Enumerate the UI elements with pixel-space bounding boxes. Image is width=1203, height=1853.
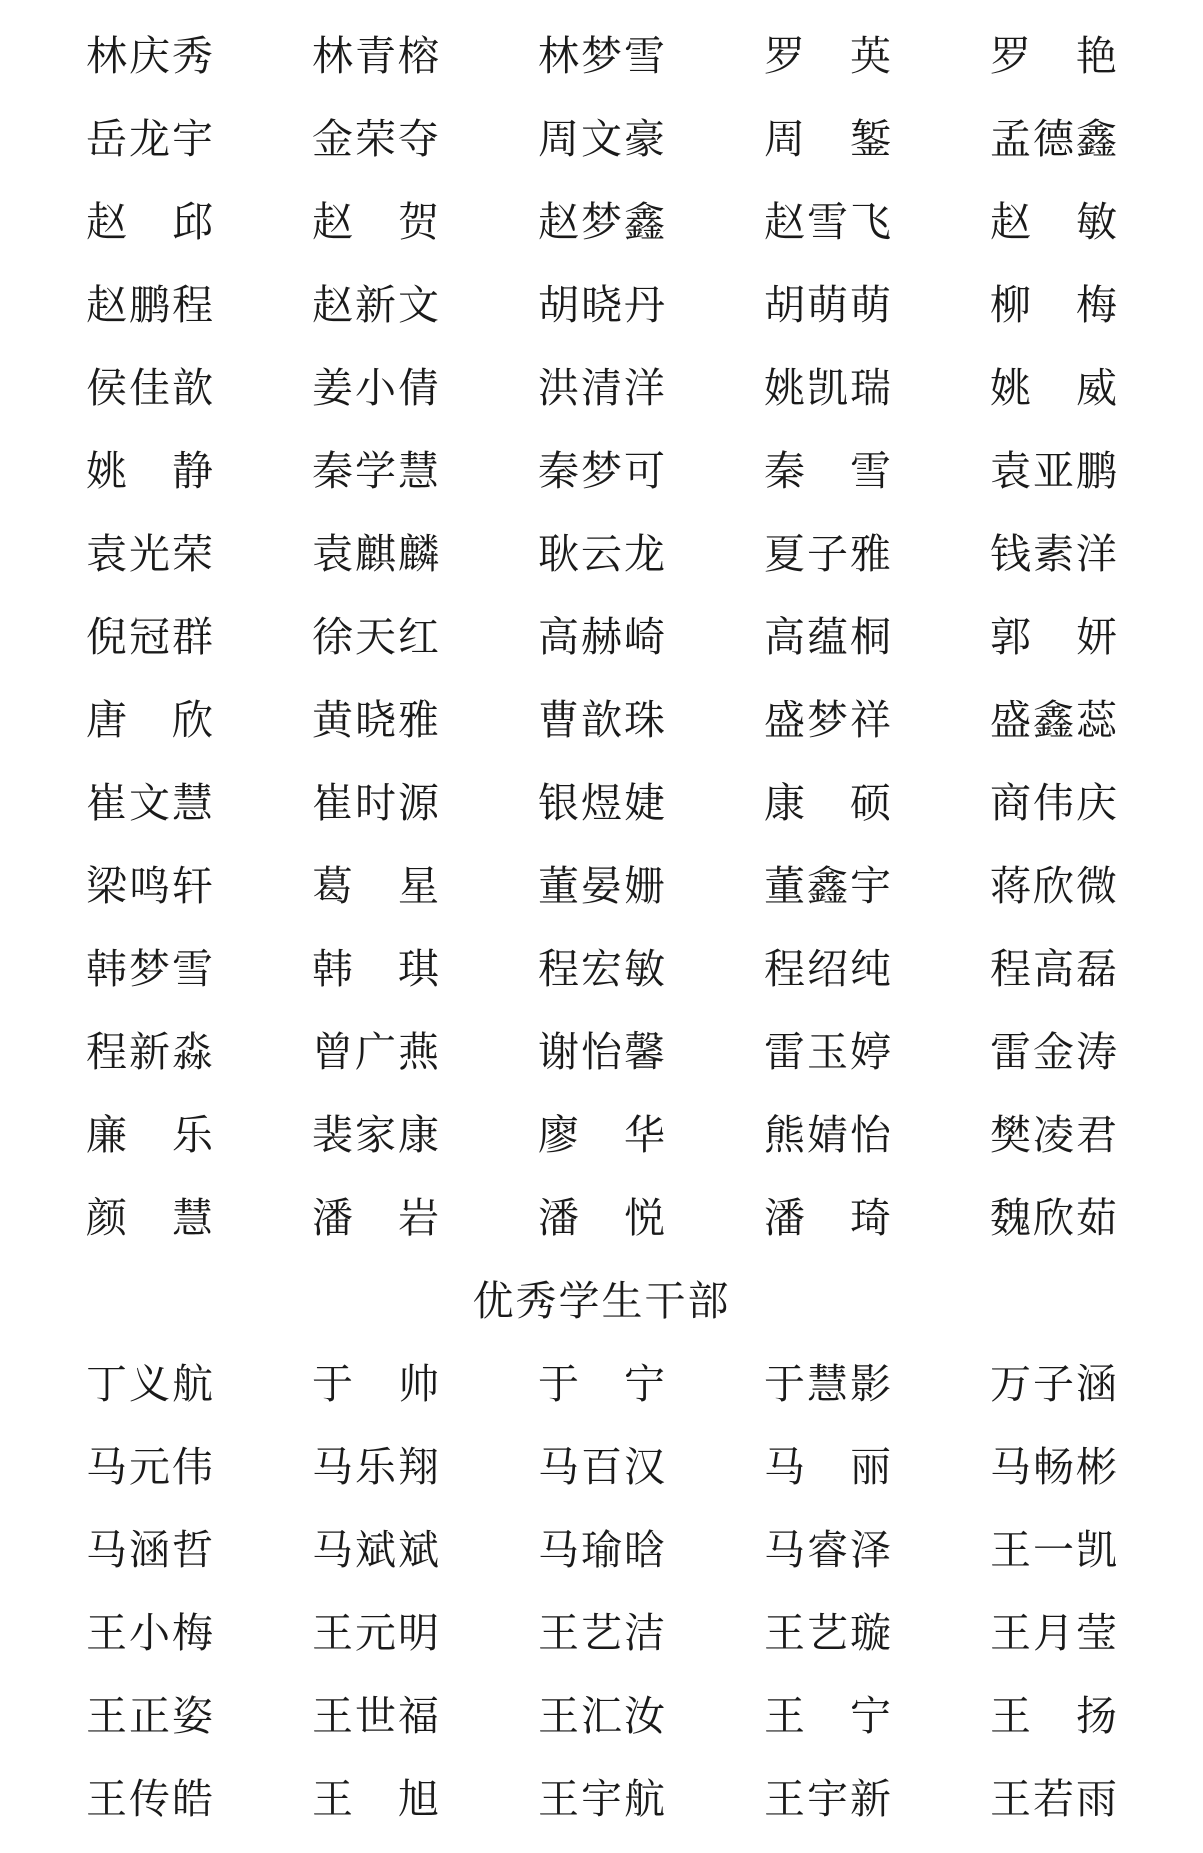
student-name: 姚 威 (990, 364, 1119, 412)
student-name: 魏欣茹 (990, 1194, 1119, 1242)
student-name: 王一凯 (990, 1526, 1119, 1574)
student-name: 岳龙宇 (86, 115, 215, 163)
student-name: 马斌斌 (312, 1526, 441, 1574)
name-grid-1 (86, 15, 1203, 1260)
student-name: 韩 琪 (312, 945, 441, 993)
student-name: 马睿泽 (764, 1526, 893, 1574)
student-name: 王汇汝 (538, 1692, 667, 1740)
name-grid-2 (86, 1343, 1203, 1841)
student-name: 蒋欣微 (990, 862, 1119, 910)
student-name: 廖 华 (538, 1111, 667, 1159)
student-name: 柳 梅 (990, 281, 1119, 329)
student-name: 王宇新 (764, 1775, 893, 1823)
student-name: 王 扬 (990, 1692, 1119, 1740)
student-name: 秦 雪 (764, 447, 893, 495)
student-name: 王世福 (312, 1692, 441, 1740)
student-name: 倪冠群 (86, 613, 215, 661)
student-name: 胡萌萌 (764, 281, 893, 329)
student-name: 姚 静 (86, 447, 215, 495)
student-name: 姜小倩 (312, 364, 441, 412)
student-name: 于 帅 (312, 1360, 441, 1408)
student-name: 潘 岩 (312, 1194, 441, 1242)
student-name: 王小梅 (86, 1609, 215, 1657)
student-name: 黄晓雅 (312, 696, 441, 744)
student-name: 秦学慧 (312, 447, 441, 495)
student-name: 林青榕 (312, 32, 441, 80)
student-name: 曾广燕 (312, 1028, 441, 1076)
student-name: 王宇航 (538, 1775, 667, 1823)
student-name: 潘 悦 (538, 1194, 667, 1242)
student-name: 罗 英 (764, 32, 893, 80)
student-name: 马畅彬 (990, 1443, 1119, 1491)
student-name: 盛鑫蕊 (990, 696, 1119, 744)
student-name: 樊凌君 (990, 1111, 1119, 1159)
student-name: 唐 欣 (86, 696, 215, 744)
student-name: 王正姿 (86, 1692, 215, 1740)
student-name: 崔文慧 (86, 779, 215, 827)
student-name: 谢怡馨 (538, 1028, 667, 1076)
student-name: 雷金涛 (990, 1028, 1119, 1076)
name-list-section-2 (0, 1260, 1203, 1841)
student-name: 孟德鑫 (990, 115, 1119, 163)
student-name: 林庆秀 (86, 32, 215, 80)
student-name: 于 宁 (538, 1360, 667, 1408)
student-name: 赵 贺 (312, 198, 441, 246)
student-name: 万子涵 (990, 1360, 1119, 1408)
student-name: 熊婧怡 (764, 1111, 893, 1159)
student-name: 银煜婕 (538, 779, 667, 827)
student-name: 胡晓丹 (538, 281, 667, 329)
student-name: 夏子雅 (764, 530, 893, 578)
student-name: 程高磊 (990, 945, 1119, 993)
student-name: 程新淼 (86, 1028, 215, 1076)
student-name: 马乐翔 (312, 1443, 441, 1491)
student-name: 程宏敏 (538, 945, 667, 993)
student-name: 周 錾 (764, 115, 893, 163)
student-name: 赵 邱 (86, 198, 215, 246)
student-name: 马瑜晗 (538, 1526, 667, 1574)
student-name: 盛梦祥 (764, 696, 893, 744)
student-name: 耿云龙 (538, 530, 667, 578)
student-name: 崔时源 (312, 779, 441, 827)
student-name: 赵鹏程 (86, 281, 215, 329)
student-name: 马涵哲 (86, 1526, 215, 1574)
student-name: 高赫崎 (538, 613, 667, 661)
student-name: 潘 琦 (764, 1194, 893, 1242)
student-name: 王艺璇 (764, 1609, 893, 1657)
student-name: 袁亚鹏 (990, 447, 1119, 495)
student-name: 金荣夺 (312, 115, 441, 163)
student-name: 廉 乐 (86, 1111, 215, 1159)
student-name: 徐天红 (312, 613, 441, 661)
student-name: 罗 艳 (990, 32, 1119, 80)
student-name: 王传皓 (86, 1775, 215, 1823)
student-name: 袁麒麟 (312, 530, 441, 578)
student-name: 侯佳歆 (86, 364, 215, 412)
student-name: 于慧影 (764, 1360, 893, 1408)
student-name: 周文豪 (538, 115, 667, 163)
student-name: 王 旭 (312, 1775, 441, 1823)
student-name: 高蕴桐 (764, 613, 893, 661)
student-name: 王月莹 (990, 1609, 1119, 1657)
student-name: 赵新文 (312, 281, 441, 329)
student-name: 马元伟 (86, 1443, 215, 1491)
student-name: 钱素洋 (990, 530, 1119, 578)
student-name: 董晏姗 (538, 862, 667, 910)
student-name: 郭 妍 (990, 613, 1119, 661)
student-name: 袁光荣 (86, 530, 215, 578)
student-name: 姚凯瑞 (764, 364, 893, 412)
student-name: 马百汉 (538, 1443, 667, 1491)
student-name: 韩梦雪 (86, 945, 215, 993)
student-name: 颜 慧 (86, 1194, 215, 1242)
student-name: 洪清洋 (538, 364, 667, 412)
student-name: 林梦雪 (538, 32, 667, 80)
student-name: 梁鸣轩 (86, 862, 215, 910)
student-name: 赵 敏 (990, 198, 1119, 246)
student-name: 曹歆珠 (538, 696, 667, 744)
student-name: 葛 星 (312, 862, 441, 910)
student-name: 王 宁 (764, 1692, 893, 1740)
student-name: 康 硕 (764, 779, 893, 827)
student-name: 裴家康 (312, 1111, 441, 1159)
student-name: 程绍纯 (764, 945, 893, 993)
student-name: 雷玉婷 (764, 1028, 893, 1076)
student-name: 赵梦鑫 (538, 198, 667, 246)
student-name: 赵雪飞 (764, 198, 893, 246)
student-name: 丁义航 (86, 1360, 215, 1408)
student-name: 马 丽 (764, 1443, 893, 1491)
student-name: 董鑫宇 (764, 862, 893, 910)
section-title: 优秀学生干部 (472, 1277, 731, 1325)
student-name: 王元明 (312, 1609, 441, 1657)
student-name: 王艺洁 (538, 1609, 667, 1657)
student-name: 秦梦可 (538, 447, 667, 495)
student-name: 商伟庆 (990, 779, 1119, 827)
student-name: 王若雨 (990, 1775, 1119, 1823)
